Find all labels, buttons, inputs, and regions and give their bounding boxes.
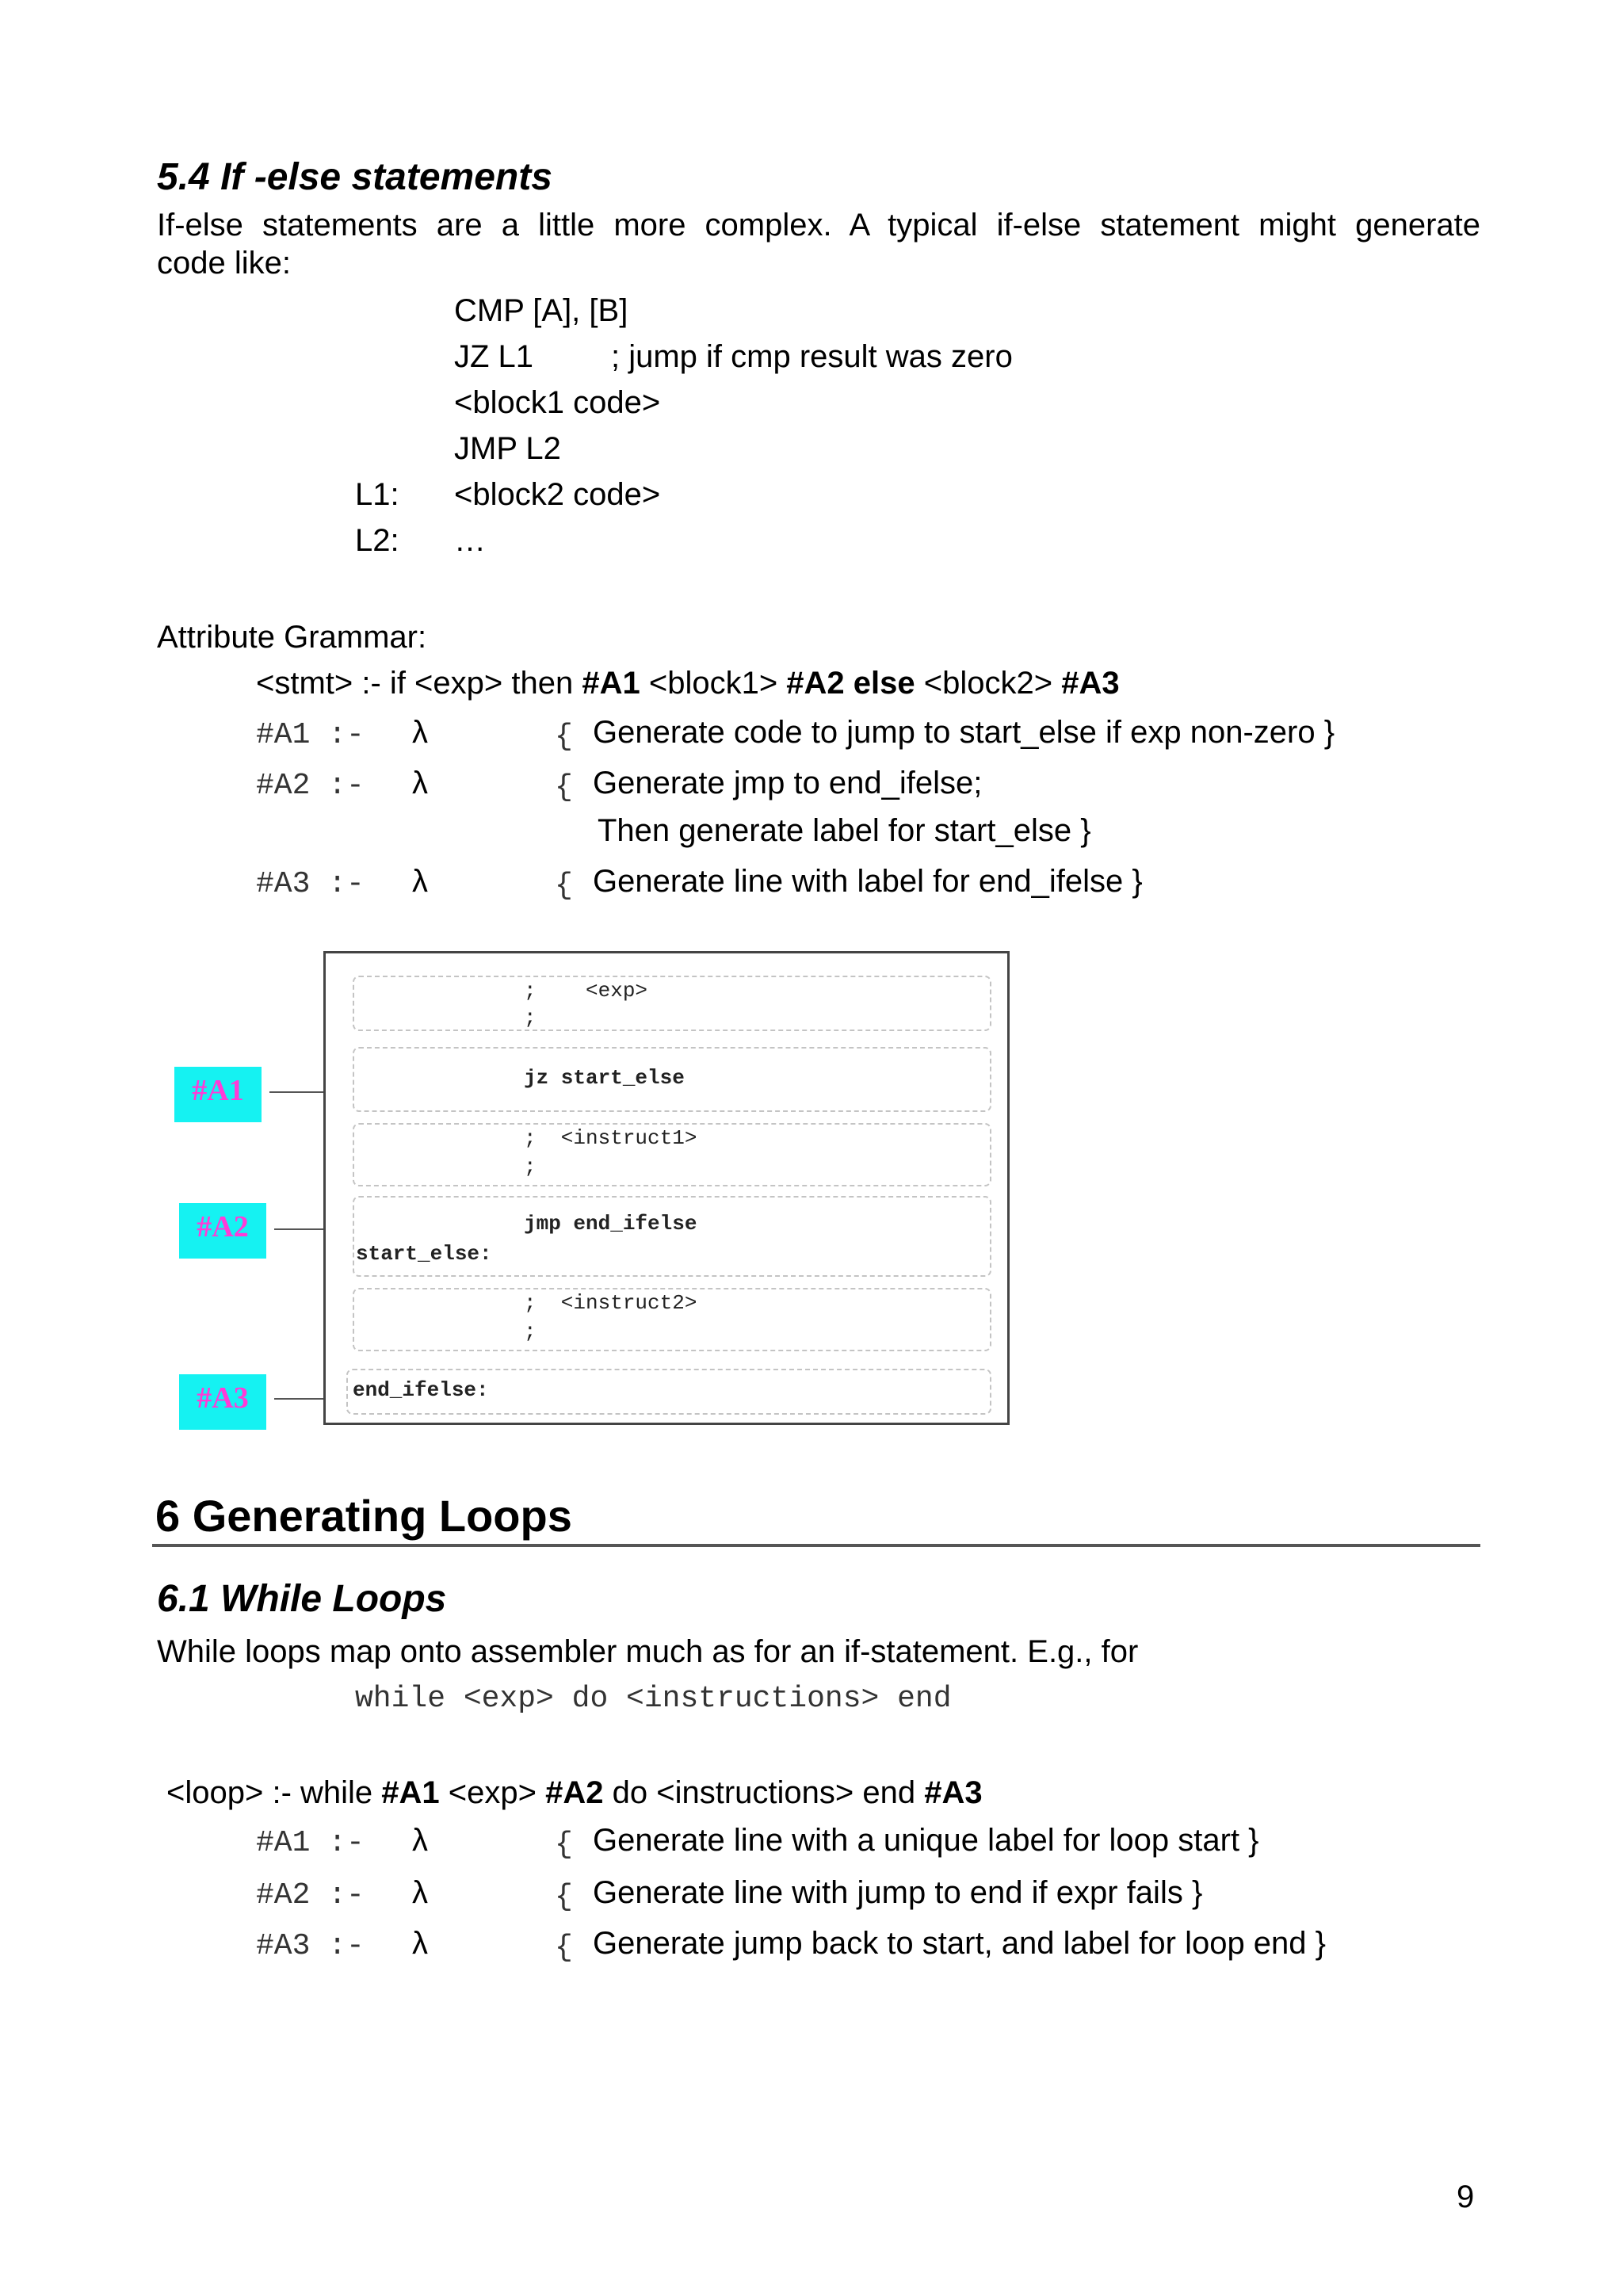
paragraph-intro-line2: code like: — [157, 246, 291, 281]
code-line: <block1 code> — [454, 385, 661, 420]
paragraph-intro-line1: If-else statements are a little more complex. A typical if-else statement might generate — [157, 208, 1480, 243]
lambda-symbol: λ — [412, 1823, 428, 1858]
open-brace: { — [555, 1931, 573, 1965]
code-text: ; — [524, 1320, 537, 1343]
lambda-symbol: λ — [412, 1926, 428, 1961]
lambda-symbol: λ — [412, 864, 428, 899]
action-lhs: #A1 :- — [256, 718, 365, 752]
while-code: while <exp> do <instructions> end — [355, 1682, 952, 1716]
code-label-start-else: start_else: — [356, 1242, 492, 1266]
action-lhs: #A2 :- — [256, 1878, 365, 1912]
lambda-symbol: λ — [412, 766, 428, 800]
code-line: … — [454, 523, 486, 558]
code-text: ; — [524, 1155, 537, 1179]
code-line: JZ L1 — [454, 339, 534, 374]
action-text-continued: Then generate label for start_else } — [598, 813, 1091, 848]
lambda-symbol: λ — [412, 715, 428, 750]
code-text: jmp end_ifelse — [524, 1212, 697, 1236]
section-heading-6-1: 6.1 While Loops — [157, 1578, 447, 1620]
section-divider — [152, 1544, 1480, 1547]
code-text: ; <instruct1> — [524, 1126, 697, 1150]
paragraph-while-intro: While loops map onto assembler much as for an if-statement. E.g., for — [157, 1634, 1139, 1669]
block-jz — [353, 1047, 991, 1112]
section-heading-6: 6 Generating Loops — [155, 1491, 572, 1541]
block-jmp — [353, 1196, 991, 1277]
page-number: 9 — [1457, 2179, 1475, 2214]
attr-grammar-rule: <stmt> :- if <exp> then #A1 <block1> #A2 else <block2> #A3 — [256, 666, 1120, 701]
code-text: jz start_else — [524, 1066, 685, 1090]
code-label: L1: — [355, 477, 399, 512]
code-label: L2: — [355, 523, 399, 558]
action-text: Generate code to jump to start_else if exp non-zero } — [593, 715, 1335, 750]
block-instruct1 — [353, 1123, 991, 1186]
tag-a2: #A2 — [179, 1203, 266, 1259]
tag-a1: #A1 — [174, 1067, 262, 1122]
block-end-ifelse — [346, 1369, 991, 1415]
open-brace: { — [555, 1880, 573, 1914]
code-label-end-ifelse: end_ifelse: — [353, 1378, 489, 1402]
code-line: <block2 code> — [454, 477, 661, 512]
tag-a3: #A3 — [179, 1374, 266, 1430]
action-text: Generate line with label for end_ifelse } — [593, 864, 1143, 899]
section-heading-5-4: 5.4 If -else statements — [157, 156, 552, 198]
block-exp — [353, 976, 991, 1031]
attr-grammar-title: Attribute Grammar: — [157, 620, 427, 655]
lambda-symbol: λ — [412, 1875, 428, 1910]
code-text: ; <instruct2> — [524, 1291, 697, 1315]
action-text: Generate line with jump to end if expr fails } — [593, 1875, 1203, 1910]
block-instruct2 — [353, 1288, 991, 1351]
action-lhs: #A1 :- — [256, 1826, 365, 1860]
open-brace: { — [555, 869, 573, 903]
code-comment: ; jump if cmp result was zero — [611, 339, 1013, 374]
action-lhs: #A3 :- — [256, 1929, 365, 1963]
code-line: JMP L2 — [454, 431, 561, 466]
open-brace: { — [555, 1828, 573, 1862]
action-text: Generate line with a unique label for loop start } — [593, 1823, 1259, 1858]
open-brace: { — [555, 720, 573, 754]
if-else-diagram — [323, 951, 1010, 1425]
loop-grammar-rule: <loop> :- while #A1 <exp> #A2 do <instructions> end #A3 — [166, 1775, 983, 1810]
open-brace: { — [555, 770, 573, 804]
action-lhs: #A3 :- — [256, 867, 365, 901]
code-text: ; — [524, 1006, 537, 1030]
code-line: CMP [A], [B] — [454, 293, 628, 328]
action-text: Generate jmp to end_ifelse; — [593, 766, 983, 800]
action-text: Generate jump back to start, and label for loop end } — [593, 1926, 1327, 1961]
action-lhs: #A2 :- — [256, 769, 365, 803]
code-text: ; <exp> — [524, 979, 648, 1003]
